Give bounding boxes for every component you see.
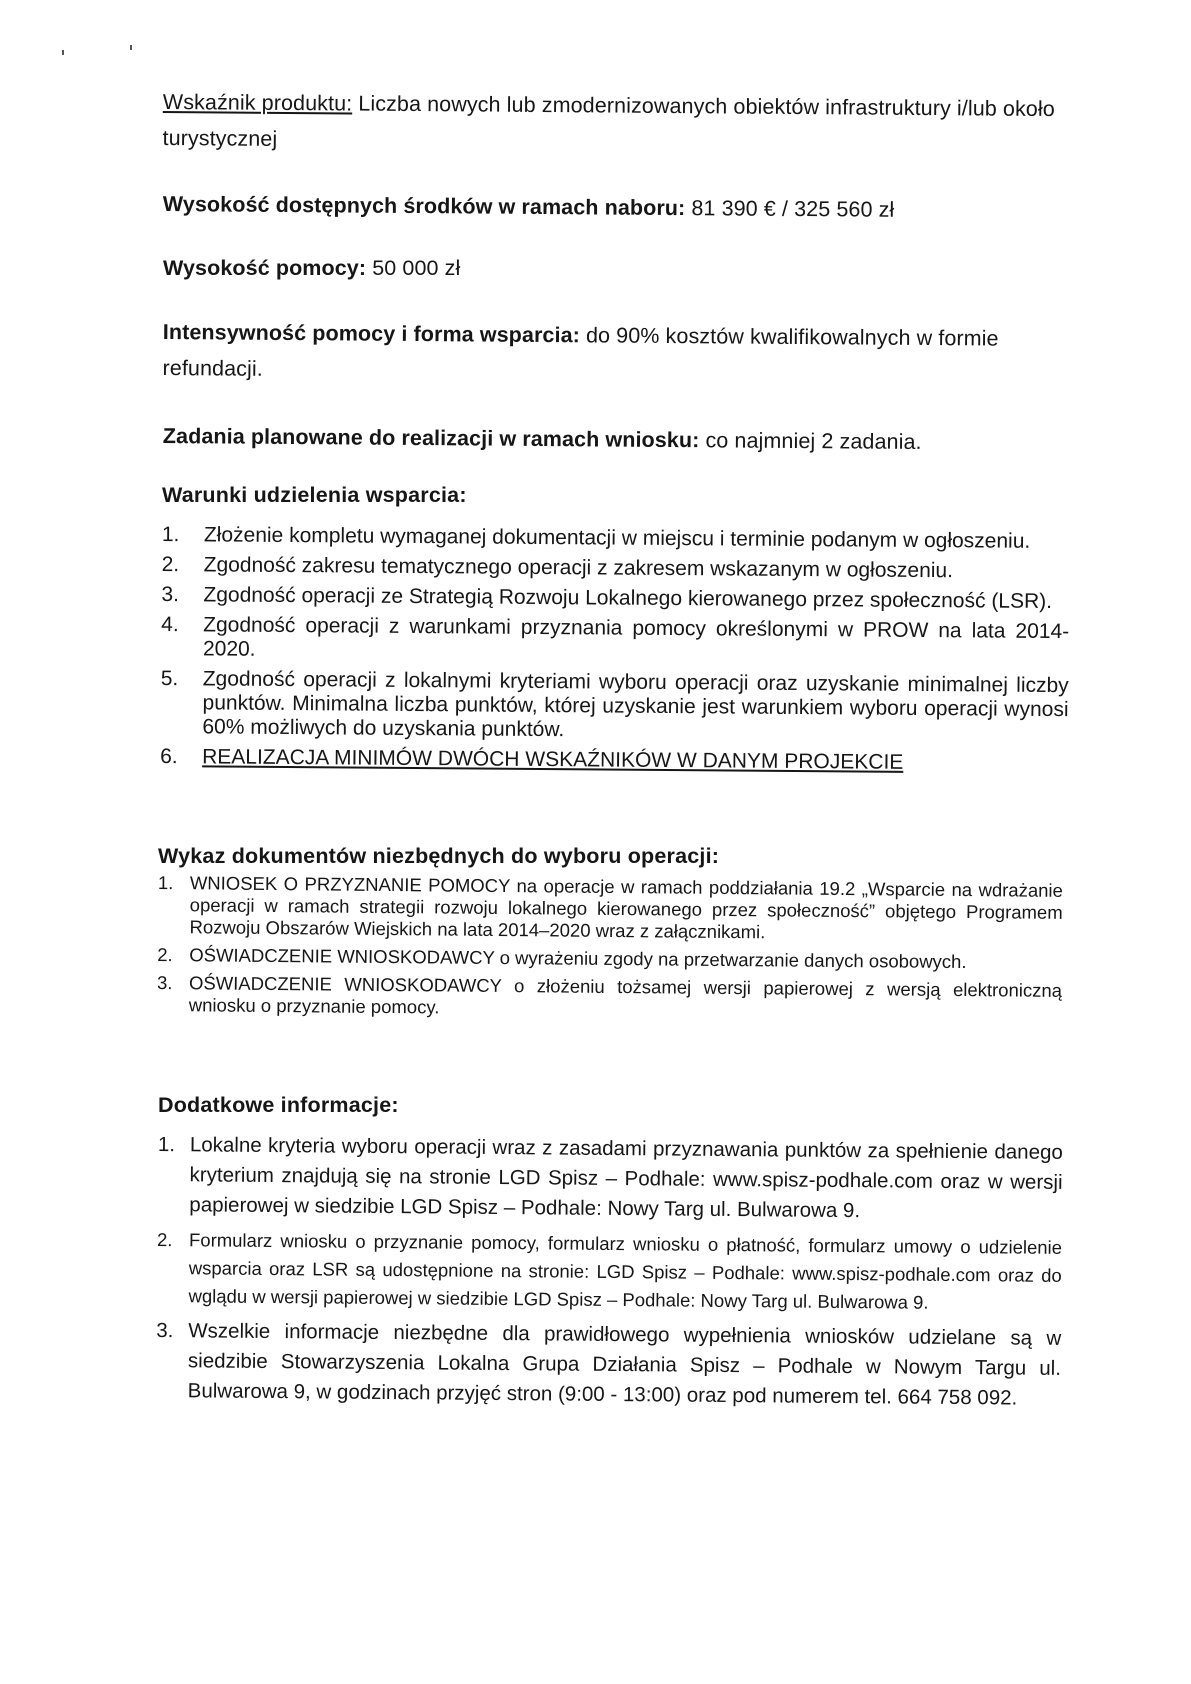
list-text: na operacje w ramach poddziałania 19.2 „Wsparcie na wdrażanie operacji w ramach strategii rozwoju lokalnego kierowanego przez społeczność” objętego Programem Rozwoju Obszarów Wiejskich na lata 2014–2020 wraz z załącznikami. bbox=[189, 875, 1063, 943]
additional-list bbox=[156, 1130, 1063, 1420]
product-indicator bbox=[162, 84, 1083, 163]
list-item bbox=[160, 745, 1068, 776]
list-number: 3. bbox=[156, 971, 173, 994]
tasks-value: co najmniej 2 zadania. bbox=[699, 428, 922, 454]
list-text: Zgodność operacji z warunkami przyznania pomocy określonymi w PROW na lata 2014-2020. bbox=[202, 613, 1070, 661]
list-number: 2. bbox=[161, 552, 180, 577]
scan-mark bbox=[62, 50, 64, 55]
list-text: Zgodność operacji z lokalnymi kryteriami wyboru operacji oraz uzyskanie minimalnej liczby punktów. Minimalna liczba punktów, której uzyskanie jest warunkiem wyboru operacji wynosi 60% możliwych do uzyskania punktów. bbox=[202, 667, 1069, 742]
list-item bbox=[160, 667, 1069, 746]
list-item bbox=[161, 613, 1069, 668]
list-number: 3. bbox=[161, 582, 180, 607]
list-item bbox=[157, 1130, 1063, 1228]
list-item bbox=[157, 872, 1063, 946]
document-name: OŚWIADCZENIE WNIOSKODAWCY bbox=[189, 944, 495, 968]
list-number: 6. bbox=[160, 744, 178, 769]
list-number: 1. bbox=[157, 872, 174, 894]
funds-value: 81 390 € / 325 560 zł bbox=[685, 196, 895, 222]
list-text: Lokalne kryteria wyboru operacji wraz z zasadami przyznawania punktów za spełnienie danego kryterium znajdują się na stronie LGD Spisz – Podhale: www.spisz-podhale.com oraz w wersji papierowej w siedzibie LGD Spisz – Podhale: Nowy Targ ul. Bulwarowa 9. bbox=[189, 1133, 1063, 1223]
list-text: o złożeniu tożsamej wersji papierowej z wersją elektroniczną wniosku o przyznanie pomocy. bbox=[188, 975, 1063, 1018]
aid-amount-label: Wysokość pomocy: bbox=[163, 256, 367, 280]
list-item bbox=[161, 583, 1069, 614]
funds-label: Wysokość dostępnych środków w ramach naboru: bbox=[162, 191, 686, 221]
list-item bbox=[156, 1316, 1062, 1414]
list-number: 2. bbox=[156, 1228, 173, 1251]
documents-heading: Wykaz dokumentów niezbędnych do wyboru operacji: bbox=[158, 844, 720, 868]
list-text: Zgodność operacji ze Strategią Rozwoju Lokalnego kierowanego przez społeczność (LSR). bbox=[203, 583, 1053, 613]
list-text: Zgodność zakresu tematycznego operacji z zakresem wskazanym w ogłoszeniu. bbox=[203, 553, 954, 583]
list-item bbox=[157, 944, 1062, 974]
intensity-value: do 90% kosztów kwalifikowalnych w formie refundacji. bbox=[162, 323, 999, 381]
list-text: REALIZACJA MINIMÓW DWÓCH WSKAŹNIKÓW W DANYM PROJEKCIE bbox=[202, 745, 904, 774]
conditions-heading: Warunki udzielenia wsparcia: bbox=[162, 483, 467, 507]
intensity-line bbox=[162, 314, 1083, 393]
document-name: OŚWIADCZENIE WNIOSKODAWCY bbox=[188, 972, 502, 997]
additional-heading: Dodatkowe informacje: bbox=[158, 1093, 399, 1117]
product-indicator-text: Liczba nowych lub zmodernizowanych obiektów infrastruktury i/lub około turystycznej bbox=[162, 91, 1055, 151]
list-item bbox=[156, 1226, 1062, 1318]
conditions-list bbox=[160, 523, 1070, 782]
intensity-label: Intensywność pomocy i forma wsparcia: bbox=[162, 319, 581, 348]
documents-list bbox=[157, 872, 1063, 1030]
list-item bbox=[162, 523, 1070, 554]
scan-mark bbox=[130, 45, 132, 50]
tasks-line bbox=[163, 418, 1083, 461]
list-number: 3. bbox=[156, 1318, 174, 1343]
list-text: Formularz wniosku o przyznanie pomocy, formularz wniosku o płatność, formularz umowy o udzielenie wsparcia oraz LSR są udostępnione na stronie: LGD Spisz – Podhale: www.spisz-podhale.com oraz do wglądu w wersji papierowej w siedzibie LGD Spisz – Podhale: Nowy Targ ul. Bulwarowa 9. bbox=[188, 1229, 1063, 1313]
list-number: 4. bbox=[161, 612, 179, 637]
list-number: 5. bbox=[160, 666, 179, 691]
list-number: 1. bbox=[157, 1132, 176, 1157]
list-number: 2. bbox=[157, 943, 173, 966]
funds-line bbox=[163, 186, 1063, 229]
list-number: 1. bbox=[161, 523, 180, 547]
product-indicator-label: Wskaźnik produktu: bbox=[162, 89, 353, 116]
list-text: Złożenie kompletu wymaganej dokumentacji w miejscu i terminie podanym w ogłoszeniu. bbox=[203, 523, 1031, 553]
list-item bbox=[162, 553, 1070, 584]
document-name: WNIOSEK O PRZYZNANIE POMOCY bbox=[189, 872, 511, 897]
list-text: o wyrażeniu zgody na przetwarzanie danych osobowych. bbox=[494, 946, 967, 973]
aid-amount-value: 50 000 zł bbox=[366, 256, 461, 280]
list-item bbox=[157, 972, 1062, 1024]
tasks-label: Zadania planowane do realizacji w ramach wniosku: bbox=[162, 423, 700, 453]
list-text: Wszelkie informacje niezbędne dla prawidłowego wypełnienia wniosków udzielane są w siedzibie Stowarzyszenia Lokalna Grupa Działania Spisz – Podhale w Nowym Targu ul. Bulwarowa 9, w godzinach przyjęć stron (9:00 - 13:00) oraz pod numerem tel. 664 758 092. bbox=[187, 1319, 1062, 1410]
aid-amount-line bbox=[163, 250, 1063, 286]
